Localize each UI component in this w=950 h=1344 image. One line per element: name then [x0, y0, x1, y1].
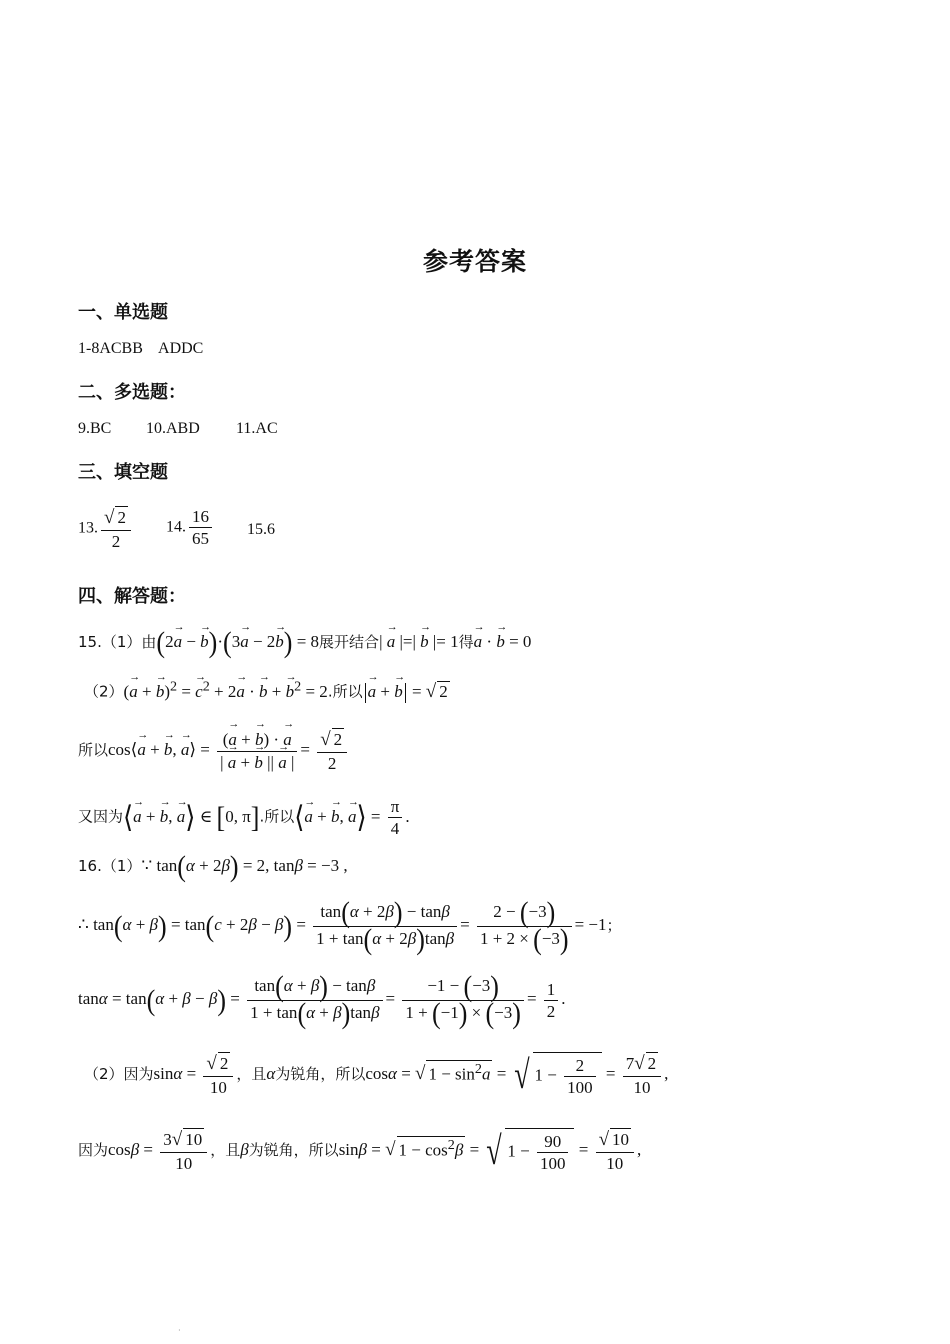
sol15-p2-text: .所以: [327, 682, 363, 701]
fill-14-label: 14.: [166, 518, 186, 536]
multi-choice-answer-9: 9.BC: [78, 420, 112, 437]
fill-answer-13: [78, 506, 134, 552]
sol15-p1-formula1: (2→ a − → b)·(3→ a − 2→ b) = 8: [156, 632, 319, 651]
fill-13-denominator: 2: [111, 531, 121, 551]
sol15-p1-text1: 展开结合: [319, 632, 380, 651]
solution-16-given: [78, 849, 348, 884]
solution-15-part-1: [78, 625, 532, 660]
fill-13-label: 13.: [78, 519, 98, 537]
sol16-p3-text1: ，且: [236, 1065, 267, 1084]
section-heading-fill-blank: 三、填空题: [78, 462, 168, 483]
fill-13-numerator: 2: [117, 508, 126, 527]
solution-16-part-2-cos-alpha: [84, 1052, 668, 1099]
sol16-p3-label: （2）因为: [84, 1065, 154, 1084]
sol16-p2-text: ；: [606, 916, 622, 935]
fill-answer-14: [166, 506, 215, 550]
sol16-p3-formula1: sinα = $\frac{√ 2}{10}$: [154, 1064, 237, 1083]
section-heading-solutions: 四、解答题：: [78, 586, 186, 607]
sol15-p1-formula3: → a · → b = 0: [474, 632, 532, 651]
sol15-p2-formula1: (→ a + → b)$^2$ = → $c^2 + 2\to a$ · → b + → $b^2 = 2$: [124, 682, 328, 701]
fill-answer-15: 15.6: [247, 521, 275, 538]
sol16-p1-label: 16.（1）: [78, 856, 142, 875]
sol16-p4-label: 因为: [78, 1141, 109, 1160]
section-heading-single-choice: 一、单选题: [78, 302, 168, 323]
single-choice-answers: 1-8ACBB ADDC: [78, 340, 204, 357]
sol15-p2-formula2: → a + → b = √ 2: [363, 682, 450, 701]
sol15-p1-text2: 得: [458, 632, 474, 651]
sol16-p4-formula2: sinβ = √ $1 - \cos^2\beta$ = √ 1 − $\frac{90}{100}$ = $\frac{√ 10}{10}$ ,: [338, 1128, 642, 1174]
sol15-p4-formula2: ⟨→ a + → b, → a⟩ = $\frac{\pi}{4}$ .: [294, 807, 409, 826]
sol16-p3-text2: 为锐角，所以: [275, 1065, 366, 1084]
sol16-p4-formula1: cosβ = $\frac{3√ 10}{10}$: [108, 1140, 210, 1159]
sol16-p2-formula: ∴ tan(α + β) = tan(c + 2β − β) = $\frac{\tan(\alpha + 2\beta) - \tan\beta}{1 + \tan(\alpha + 2\beta)\tan\beta}$ = $\frac{2 - (-3)}{1 + 2 \times (-3)}$ = −1: [78, 895, 607, 957]
solution-16-tan-sum: [78, 895, 622, 957]
fill-14-numerator: 16: [189, 506, 212, 528]
sol16-p2b-formula: tanα = tan(α + β − β) = $\frac{\tan(\alpha + \beta) - \tan\beta}{1 + \tan(\alpha + \beta)\tan\beta}$ = $\frac{-1 - (-3)}{1 + (-1) \times (-3)}$ = $\frac{1}{2}$ .: [78, 969, 566, 1031]
sol15-p4-text: .所以: [259, 807, 295, 826]
solution-15-angle: [78, 796, 410, 840]
multi-choice-answer-10: 10.ABD: [146, 420, 200, 437]
sol15-p1-formula2: | → a |=| → b |= 1: [379, 632, 459, 651]
solution-16-tan-alpha: [78, 969, 566, 1031]
sol16-p4-text2: 为锐角，所以: [248, 1141, 339, 1160]
page-title: 参考答案: [422, 247, 527, 276]
fill-13-fraction: $\frac{√ 2}{2}$: [101, 506, 131, 552]
sol16-p3-formula2: cosα = √ $1 - \sin^2a$ = √ 1 − $\frac{2}{100}$ = $\frac{7√ 2}{10}$ ,: [365, 1052, 669, 1098]
page-dot: ·: [178, 1326, 181, 1335]
multi-choice-answer-11: 11.AC: [236, 420, 278, 437]
sol16-p1-formula: ∵ tan(α + 2β) = 2, tanβ = −3 ,: [141, 849, 348, 884]
sol15-p4-label: 又因为: [78, 807, 124, 826]
sol15-p4-formula1: ⟨→ a + → b, → a⟩ ∈ [0, π]: [123, 807, 259, 826]
sol16-p4-beta: β: [240, 1140, 249, 1160]
sol16-p3-alpha: α: [266, 1064, 276, 1084]
sol15-p1-label: 15.（1）由: [78, 632, 157, 651]
fill-14-fraction: [189, 506, 212, 550]
sol15-p3-label: 所以: [78, 740, 109, 759]
section-heading-multi-choice: 二、多选题：: [78, 382, 186, 403]
solution-15-part-2: [84, 678, 450, 703]
sol16-p4-text1: ，且: [210, 1141, 241, 1160]
solution-16-part-2-sin-beta: [78, 1128, 641, 1175]
sol15-p3-formula: cos⟨→ a + → b, → a⟩ = $\frac{(\to a + \to b) \cdot \to a}{| \to a + \to b || \to a |}$ = $\frac{√ 2}{2}$: [108, 740, 350, 759]
fill-14-denominator: 65: [192, 529, 209, 549]
sol15-p2-label: （2）: [84, 682, 124, 701]
solution-15-cosine: [78, 728, 350, 774]
